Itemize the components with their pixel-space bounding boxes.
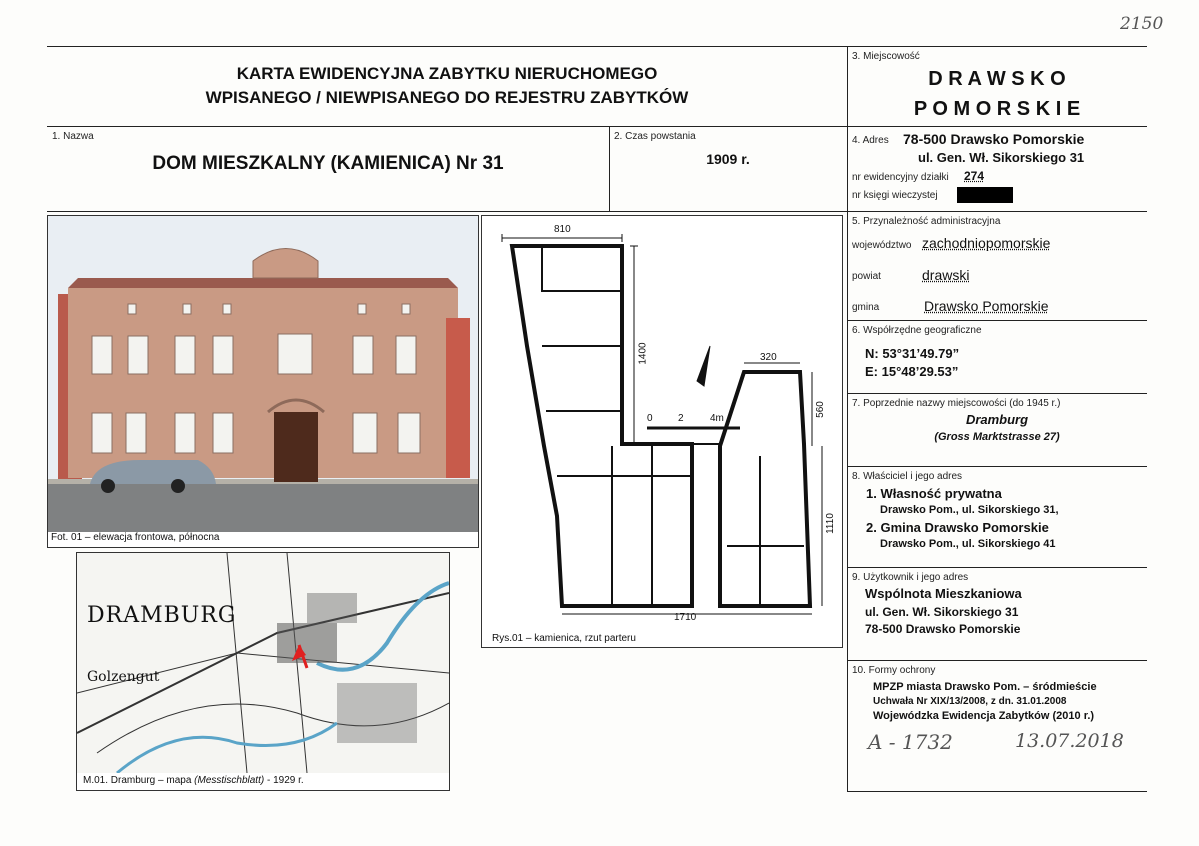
map-label-golzengut: Golzengut — [87, 669, 160, 685]
card-title: KARTA EWIDENCYJNA ZABYTKU NIERUCHOMEGO — [236, 64, 658, 83]
user-label: 9. Użytkownik i jego adres — [852, 572, 969, 583]
former-name: Dramburg — [965, 412, 1029, 427]
top-rule — [47, 46, 1147, 47]
parcel-label: nr ewidencyjny działki — [852, 172, 949, 183]
county-value: drawski — [922, 267, 970, 283]
creation-date: 1909 r. — [706, 151, 750, 167]
scale-2: 2 — [678, 413, 684, 424]
handwritten-date: 13.07.2018 — [1015, 730, 1124, 752]
redacted-box — [957, 187, 1013, 203]
voivodeship-label: województwo — [852, 240, 912, 251]
rule-4 — [847, 211, 1147, 212]
coords-e: E: 15°48’29.53” — [865, 364, 959, 379]
name-rule — [47, 211, 847, 212]
plan-caption: Rys.01 – kamienica, rzut parteru — [492, 633, 636, 644]
address-line2: ul. Gen. Wł. Sikorskiego 31 — [918, 150, 1085, 165]
parcel-value: 274 — [964, 169, 985, 183]
address-label: 4. Adres — [852, 135, 889, 146]
rule-3 — [847, 126, 1147, 127]
dim-right-v2: 1110 — [824, 513, 836, 534]
coords-n: N: 53°31’49.79” — [865, 346, 960, 361]
former-street: (Gross Marktstrasse 27) — [934, 431, 1060, 443]
protection-label: 10. Formy ochrony — [852, 665, 936, 676]
dim-right-v1: 560 — [814, 401, 826, 418]
protection-line2: Uchwała Nr XIX/13/2008, z dn. 31.01.2008 — [873, 696, 1067, 707]
map-town-label: DRAMBURG — [87, 603, 237, 628]
corner-note: 2150 — [1120, 14, 1164, 34]
protection-line1: MPZP miasta Drawsko Pom. – śródmieście — [873, 681, 1097, 693]
dim-right-top: 320 — [760, 352, 777, 363]
scale-0: 0 — [647, 413, 653, 424]
scale-4: 4m — [710, 413, 724, 424]
admin-label: 5. Przynależność administracyjna — [852, 216, 1001, 227]
rule-8 — [847, 567, 1147, 568]
locality-line1: D R A W S K O — [928, 68, 1066, 90]
register-label: nr księgi wieczystej — [852, 190, 938, 201]
floor-plan — [482, 216, 842, 626]
header-rule — [47, 126, 847, 127]
date-divider — [609, 126, 610, 211]
object-name: DOM MIESZKALNY (KAMIENICA) Nr 31 — [152, 153, 504, 174]
historic-map — [77, 553, 449, 773]
owner-1: 1. Własność prywatna — [866, 486, 1002, 501]
date-label: 2. Czas powstania — [614, 131, 696, 142]
plan-frame — [481, 215, 843, 648]
owner-2-address: Drawsko Pom., ul. Sikorskiego 41 — [880, 538, 1056, 550]
dim-left-v: 1400 — [637, 342, 649, 365]
protection-line3: Wojewódzka Ewidencja Zabytków (2010 r.) — [873, 710, 1095, 722]
coords-label: 6. Współrzędne geograficzne — [852, 325, 982, 336]
rule-10 — [847, 791, 1147, 792]
user-line3: 78-500 Drawsko Pomorskie — [865, 622, 1021, 636]
former-label: 7. Poprzednie nazwy miejscowości (do 1945 r.) — [852, 398, 1061, 409]
photo-caption: Fot. 01 – elewacja frontowa, północna — [51, 532, 220, 543]
user-line1: Wspólnota Mieszkaniowa — [865, 586, 1022, 601]
name-label: 1. Nazwa — [52, 131, 94, 142]
map-frame — [76, 552, 450, 791]
dim-bottom: 1710 — [674, 612, 697, 623]
handwritten-register-no: A - 1732 — [868, 730, 953, 754]
user-line2: ul. Gen. Wł. Sikorskiego 31 — [865, 605, 1019, 619]
locality-label: 3. Miejscowość — [852, 51, 920, 62]
voivodeship-value: zachodniopomorskie — [922, 235, 1051, 251]
photo-frame — [47, 215, 479, 548]
dim-top: 810 — [554, 224, 571, 235]
map-caption: M.01. Dramburg – mapa (Messtischblatt) - 1929 r. — [83, 775, 304, 786]
card-subtitle: WPISANEGO / NIEWPISANEGO DO REJESTRU ZABYTKÓW — [205, 88, 689, 107]
rule-7 — [847, 466, 1147, 467]
owner-2: 2. Gmina Drawsko Pomorskie — [866, 520, 1049, 535]
address-line1: 78-500 Drawsko Pomorskie — [903, 131, 1085, 147]
owner-1-address: Drawsko Pom., ul. Sikorskiego 31, — [880, 504, 1059, 516]
commune-value: Drawsko Pomorskie — [924, 298, 1049, 314]
rule-9 — [847, 660, 1147, 661]
locality-line2: P O M O R S K I E — [913, 98, 1081, 120]
building-photo — [48, 216, 478, 532]
rule-5 — [847, 320, 1147, 321]
rule-6 — [847, 393, 1147, 394]
commune-label: gmina — [852, 302, 880, 313]
owner-label: 8. Właściciel i jego adres — [852, 471, 963, 482]
county-label: powiat — [852, 271, 881, 282]
